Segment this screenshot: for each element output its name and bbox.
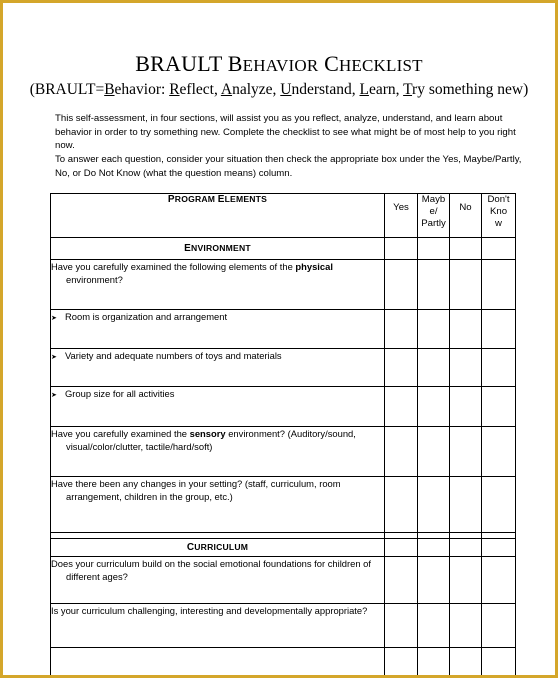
question-row-social-emotional	[51, 557, 516, 604]
program-elements-header: PROGRAM ELEMENTS	[51, 194, 385, 238]
checkbox-dont-know[interactable]	[482, 557, 516, 604]
checkbox-dont-know[interactable]	[482, 260, 516, 310]
question-row-changes	[51, 477, 516, 533]
arrow-bullet-icon: ➤	[51, 354, 57, 361]
intro-paragraph: This self-assessment, in four sections, will assist you as you reflect, analyze, understand, and learn about behavior in order to try something new. Complete the checklist to see what might be of most help to you right now.	[55, 113, 516, 151]
bullet-row-room	[51, 310, 516, 349]
question-text: Have you carefully examined the following elements of the physical environment?	[51, 260, 385, 310]
checkbox-dont-know[interactable]	[482, 427, 516, 477]
checkbox-yes[interactable]	[385, 238, 418, 260]
section-label: CURRICULUM	[51, 539, 385, 557]
question-text: Have you carefully examined the sensory environment? (Auditory/sound, visual/color/clutter, tactile/hard/soft)	[51, 427, 385, 477]
document-title: BRAULT BEHAVIOR CHECKLIST	[135, 51, 423, 76]
checkbox-yes[interactable]	[385, 260, 418, 310]
section-header-environment	[51, 238, 516, 260]
checkbox-yes[interactable]	[385, 604, 418, 648]
checkbox-no[interactable]	[450, 427, 482, 477]
section-label: ENVIRONMENT	[51, 238, 385, 260]
checkbox-maybe[interactable]	[418, 310, 450, 349]
section-header-curriculum	[51, 539, 516, 557]
bullet-row-group	[51, 387, 516, 427]
checkbox-maybe[interactable]	[418, 539, 450, 557]
checkbox-maybe[interactable]	[418, 349, 450, 387]
yes-column-header: Yes	[385, 194, 418, 238]
checkbox-yes[interactable]	[385, 477, 418, 533]
checkbox-no[interactable]	[450, 310, 482, 349]
bullet-text: ➤ Variety and adequate numbers of toys and materials	[51, 349, 385, 387]
dont-know-column-header: Don't Kno w	[482, 194, 516, 238]
no-column-header: No	[450, 194, 482, 238]
question-text: Have there been any changes in your setting? (staff, curriculum, room arrangement, children in the group, etc.)	[51, 477, 385, 533]
checkbox-no[interactable]	[450, 477, 482, 533]
header-row	[51, 194, 516, 238]
checkbox-no[interactable]	[450, 349, 482, 387]
bullet-text: ➤ Room is organization and arrangement	[51, 310, 385, 349]
checkbox-yes[interactable]	[385, 557, 418, 604]
checkbox-maybe[interactable]	[418, 387, 450, 427]
maybe-partly-column-header: Mayb e/ Partly	[418, 194, 450, 238]
checkbox-dont-know[interactable]	[482, 310, 516, 349]
checkbox-dont-know[interactable]	[482, 539, 516, 557]
question-text: Does your curriculum build on the social emotional foundations for children of different ages?	[51, 557, 385, 604]
checkbox-dont-know[interactable]	[482, 349, 516, 387]
checkbox-dont-know[interactable]	[482, 387, 516, 427]
arrow-bullet-icon: ➤	[51, 315, 57, 322]
checkbox-no[interactable]	[450, 604, 482, 648]
checkbox-dont-know[interactable]	[482, 604, 516, 648]
checkbox-maybe[interactable]	[418, 648, 450, 678]
checkbox-maybe[interactable]	[418, 260, 450, 310]
question-row-next	[51, 648, 516, 678]
checkbox-maybe[interactable]	[418, 557, 450, 604]
question-row-physical	[51, 260, 516, 310]
checkbox-yes[interactable]	[385, 539, 418, 557]
checkbox-yes[interactable]	[385, 427, 418, 477]
question-row-sensory	[51, 427, 516, 477]
document-subtitle: (BRAULT=Behavior: Reflect, Analyze, Understand, Learn, Try something new)	[29, 81, 529, 98]
question-row-challenging	[51, 604, 516, 648]
checkbox-dont-know[interactable]	[482, 477, 516, 533]
question-text	[51, 648, 385, 678]
checkbox-maybe[interactable]	[418, 604, 450, 648]
arrow-bullet-icon: ➤	[51, 392, 57, 399]
checkbox-yes[interactable]	[385, 349, 418, 387]
bullet-row-toys	[51, 349, 516, 387]
checkbox-maybe[interactable]	[418, 238, 450, 260]
checkbox-no[interactable]	[450, 539, 482, 557]
checkbox-dont-know[interactable]	[482, 648, 516, 678]
bullet-text: ➤ Group size for all activities	[51, 387, 385, 427]
checkbox-no[interactable]	[450, 387, 482, 427]
question-text: Is your curriculum challenging, interesting and developmentally appropriate?	[51, 604, 385, 648]
checkbox-no[interactable]	[450, 648, 482, 678]
checkbox-yes[interactable]	[385, 387, 418, 427]
checkbox-maybe[interactable]	[418, 477, 450, 533]
behavior-checklist-table	[50, 193, 516, 678]
checkbox-no[interactable]	[450, 238, 482, 260]
checkbox-dont-know[interactable]	[482, 238, 516, 260]
checkbox-yes[interactable]	[385, 648, 418, 678]
checkbox-yes[interactable]	[385, 310, 418, 349]
checkbox-no[interactable]	[450, 260, 482, 310]
checkbox-maybe[interactable]	[418, 427, 450, 477]
instructions-paragraph: To answer each question, consider your situation then check the appropriate box under the Yes, Maybe/Partly, No, or Do Not Know (what the question means) column.	[55, 154, 522, 179]
checkbox-no[interactable]	[450, 557, 482, 604]
